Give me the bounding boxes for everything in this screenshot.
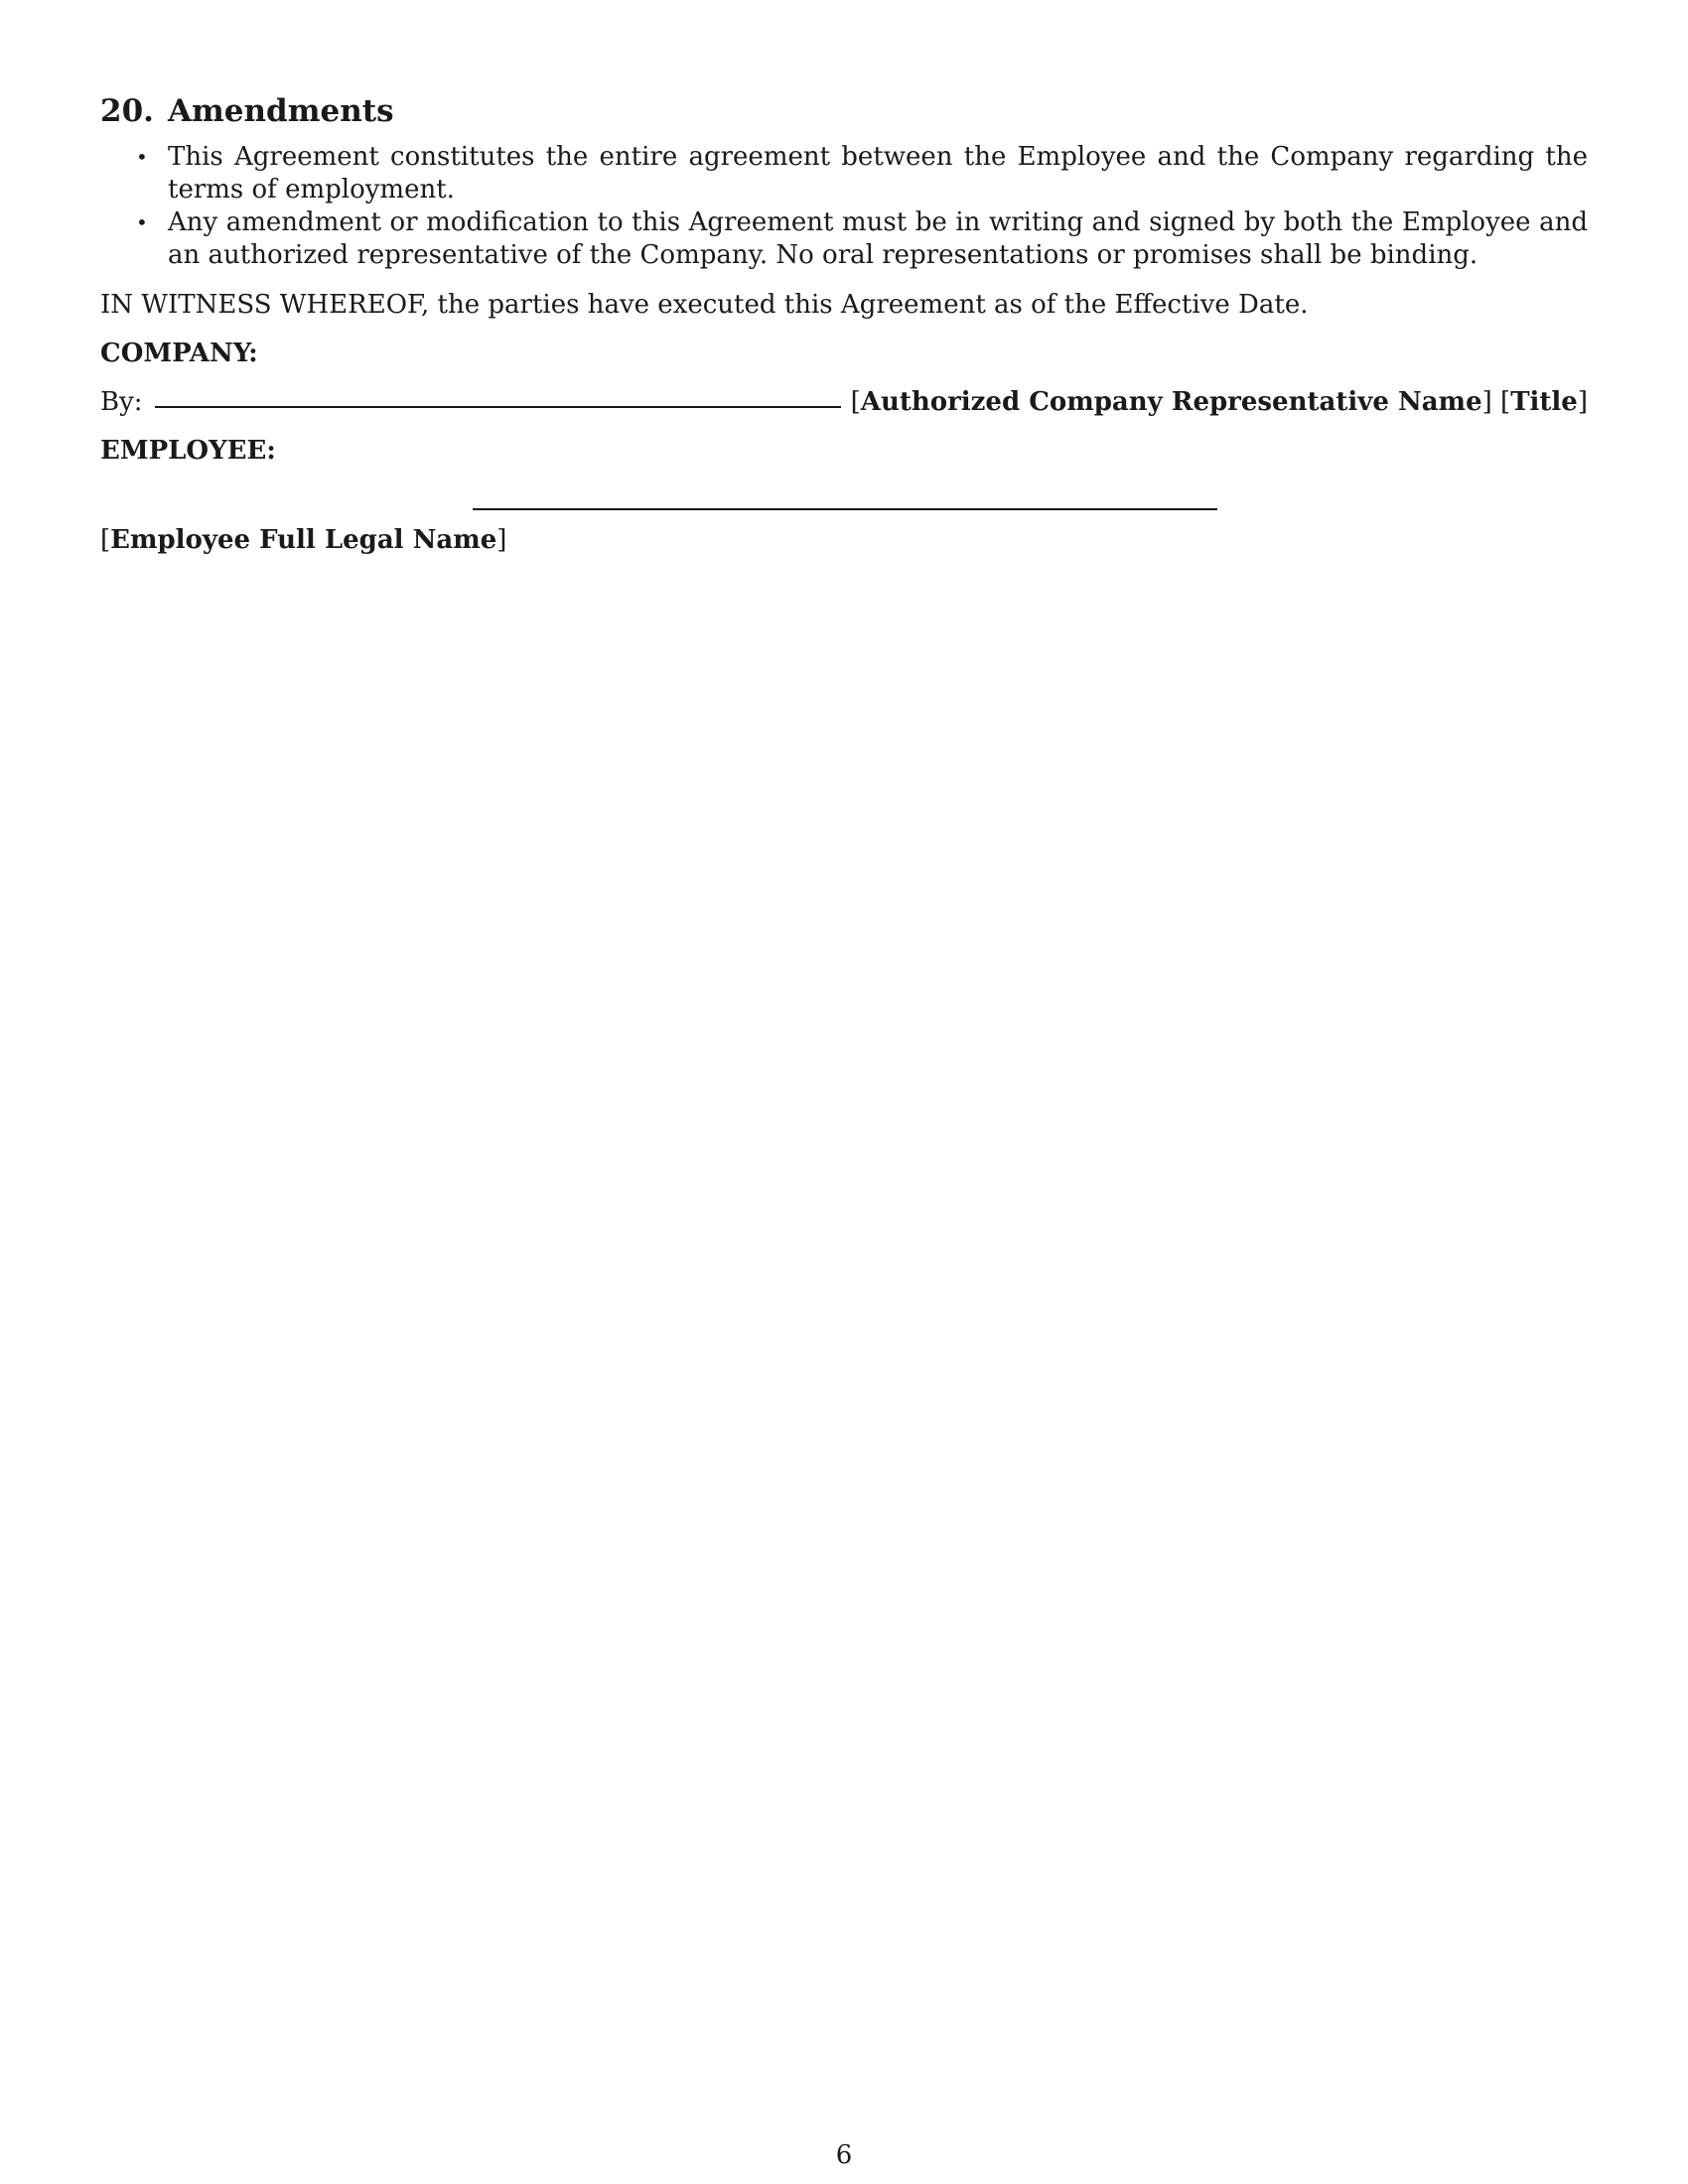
bullet-icon: • — [136, 210, 148, 234]
page-number: 6 — [835, 2140, 853, 2170]
amendment-clauses — [100, 141, 1588, 272]
clause-text: This Agreement constitutes the entire agreement between the Employee and the Company regarding the terms of employment. — [168, 142, 1588, 205]
representative-title-bracket: [Title] — [1500, 387, 1588, 417]
representative-title: Title — [1510, 387, 1578, 417]
company-signature-line — [100, 386, 1588, 419]
representative-name: Authorized Company Representative Name — [860, 387, 1482, 417]
clause-text: Any amendment or modification to this Agreement must be in writing and signed by both the Employee and an authorized representative of the Company. No oral representations or promises shall be binding. — [168, 207, 1588, 270]
document-page — [100, 91, 1588, 567]
section-number: 20. — [100, 93, 154, 129]
employee-name: Employee Full Legal Name — [110, 525, 497, 555]
employee-signature-field[interactable] — [473, 508, 1217, 510]
employee-label: EMPLOYEE: — [100, 436, 276, 466]
section-title: Amendments — [167, 93, 394, 129]
section-heading — [100, 91, 1588, 131]
employee-name-bracket: [Employee Full Legal Name] — [100, 525, 507, 555]
company-label: COMPANY: — [100, 339, 258, 368]
witness-statement: IN WITNESS WHEREOF, the parties have executed this Agreement as of the Effective Date. — [100, 290, 1309, 320]
clause-item — [100, 141, 1588, 206]
bullet-icon: • — [136, 145, 148, 169]
employee-signature-block — [100, 468, 1588, 567]
company-signature-field[interactable] — [155, 406, 841, 408]
representative-name-bracket: [Authorized Company Representative Name] — [850, 387, 1492, 417]
by-label: By: — [100, 387, 143, 417]
clause-item — [100, 206, 1588, 272]
